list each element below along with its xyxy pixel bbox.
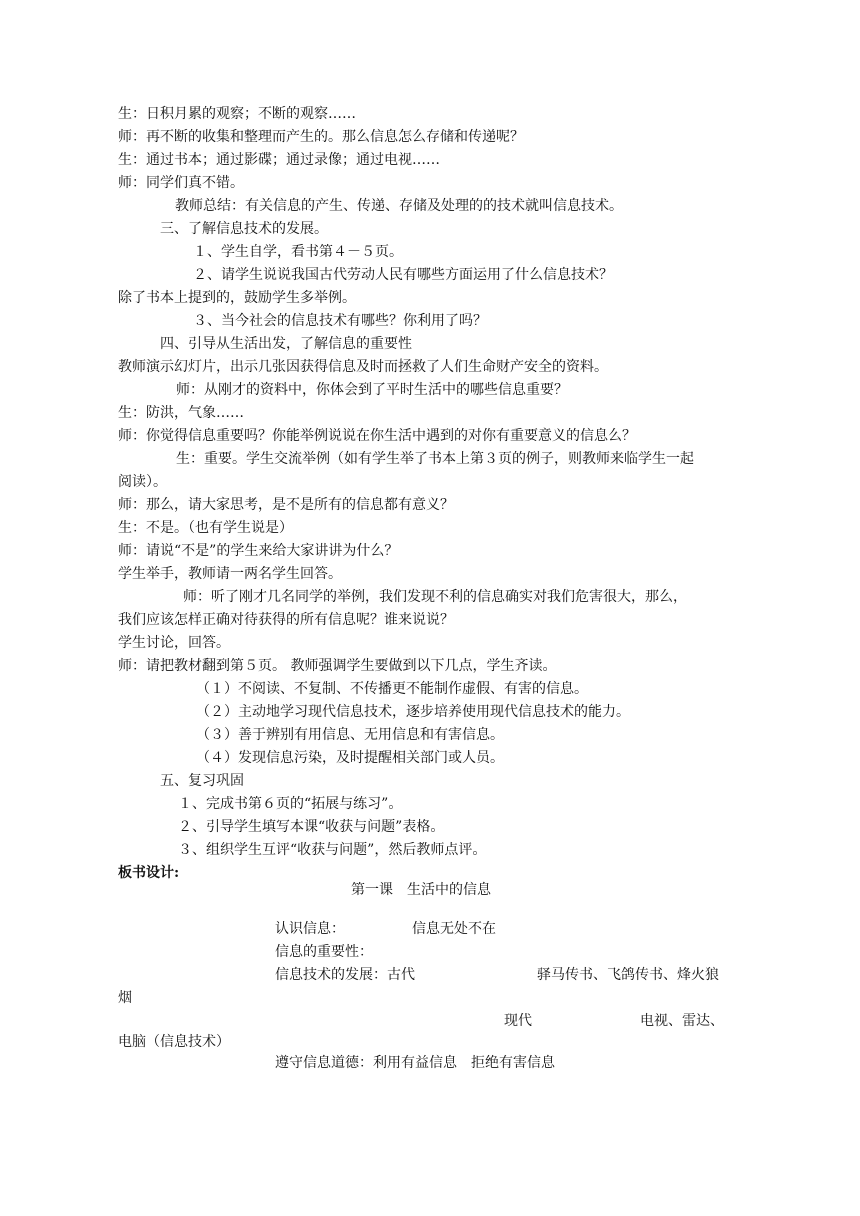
line: ２、引导学生填写本课“收获与问题”表格。 bbox=[178, 819, 445, 835]
line: 生：防洪，气象…… bbox=[118, 405, 244, 421]
line: 三、了解信息技术的发展。 bbox=[160, 221, 328, 237]
line: 生：不是。（也有学生说是） bbox=[118, 520, 293, 536]
board-title: 第一课 生活中的信息 bbox=[351, 882, 491, 898]
line: 师：再不断的收集和整理而产生的。那么信息怎么存储和传递呢？ bbox=[118, 129, 524, 145]
board-ancient-items: 驿马传书、飞鸽传书、烽火狼 bbox=[537, 967, 719, 983]
line: 除了书本上提到的，鼓励学生多举例。 bbox=[118, 290, 356, 306]
board-modern-items-wrap: 电脑（信息技术） bbox=[118, 1034, 230, 1050]
board-development-label: 信息技术的发展：古代 bbox=[275, 967, 415, 983]
board-modern-label: 现代 bbox=[504, 1013, 532, 1029]
line: 阅读）。 bbox=[118, 474, 167, 490]
line: 师：听了刚才几名同学的举例，我们发现不利的信息确实对我们危害很大，那么， bbox=[183, 589, 687, 605]
board-modern-items: 电视、雷达、 bbox=[640, 1013, 724, 1029]
line: 生：重要。学生交流举例（如有学生举了书本上第３页的例子，则教师来临学生一起 bbox=[176, 451, 694, 467]
line: 学生举手，教师请一两名学生回答。 bbox=[118, 566, 342, 582]
line: （４）发现信息污染，及时提醒相关部门或人员。 bbox=[196, 750, 504, 766]
line: （１）不阅读、不复制、不传播更不能制作虚假、有害的信息。 bbox=[196, 681, 588, 697]
line: ２、请学生说说我国古代劳动人民有哪些方面运用了什么信息技术？ bbox=[193, 267, 613, 283]
line: １、学生自学，看书第４－５页。 bbox=[193, 244, 403, 260]
line: １、完成书第６页的“拓展与练习”。 bbox=[178, 796, 403, 812]
board-recognize-value: 信息无处不在 bbox=[412, 921, 496, 937]
line: ３、组织学生互评“收获与问题”，然后教师点评。 bbox=[178, 842, 487, 858]
board-ethics: 遵守信息道德：利用有益信息 拒绝有害信息 bbox=[275, 1055, 555, 1071]
line: （２）主动地学习现代信息技术，逐步培养使用现代信息技术的能力。 bbox=[196, 704, 630, 720]
board-heading: 板书设计: bbox=[118, 865, 180, 881]
line: 四、引导从生活出发，了解信息的重要性 bbox=[160, 336, 412, 352]
board-recognize-label: 认识信息： bbox=[275, 921, 345, 937]
line: 师：请说“不是”的学生来给大家讲讲为什么？ bbox=[118, 543, 399, 559]
line: 我们应该怎样正确对待获得的所有信息呢？谁来说说？ bbox=[118, 612, 454, 628]
line: （３）善于辨别有用信息、无用信息和有害信息。 bbox=[196, 727, 504, 743]
line: 生：日积月累的观察；不断的观察…… bbox=[118, 106, 356, 122]
line: ３、当今社会的信息技术有哪些？你利用了吗？ bbox=[193, 313, 487, 329]
line: 生：通过书本；通过影碟；通过录像；通过电视…… bbox=[118, 152, 440, 168]
line: 师：同学们真不错。 bbox=[118, 175, 244, 191]
line: 师：那么，请大家思考，是不是所有的信息都有意义？ bbox=[118, 497, 454, 513]
line: 师：你觉得信息重要吗？你能举例说说在你生活中遇到的对你有重要意义的信息么？ bbox=[118, 428, 636, 444]
line: 教师总结：有关信息的产生、传递、存储及处理的的技术就叫信息技术。 bbox=[175, 198, 623, 214]
line: 教师演示幻灯片，出示几张因获得信息及时而拯救了人们生命财产安全的资料。 bbox=[118, 359, 608, 375]
board-ancient-items-wrap: 烟 bbox=[118, 990, 132, 1006]
line: 五、复习巩固 bbox=[160, 773, 244, 789]
line: 师：从刚才的资料中，你体会到了平时生活中的哪些信息重要？ bbox=[176, 382, 568, 398]
line: 师：请把教材翻到第５页。 教师强调学生要做到以下几点，学生齐读。 bbox=[118, 658, 557, 674]
board-importance-label: 信息的重要性： bbox=[275, 944, 373, 960]
line: 学生讨论，回答。 bbox=[118, 635, 230, 651]
